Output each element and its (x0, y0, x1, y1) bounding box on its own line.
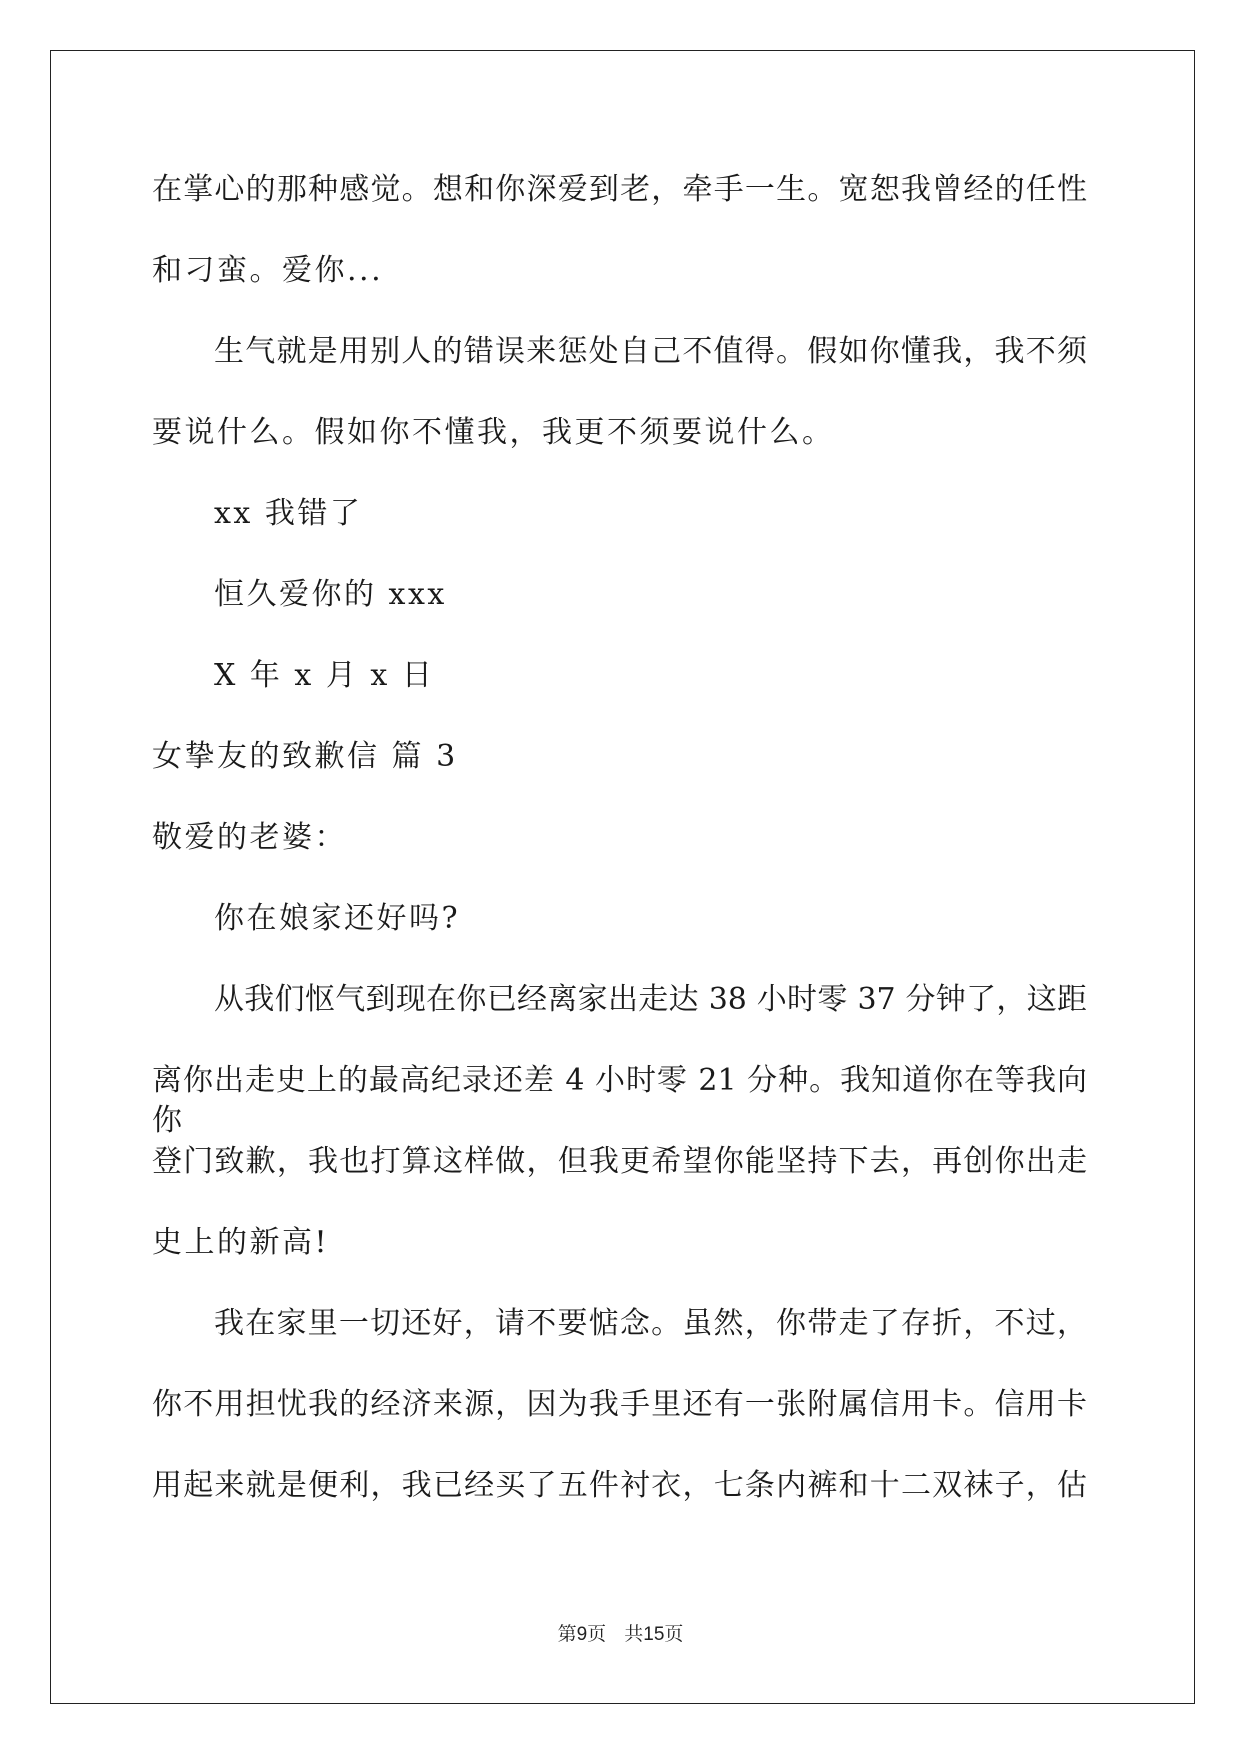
body-line: 生气就是用别人的错误来惩处自己不值得。假如你懂我，我不须 (214, 334, 1087, 369)
body-line: 我在家里一切还好，请不要惦念。虽然，你带走了存折，不过， (214, 1306, 1087, 1341)
body-line: 和刁蛮。爱你... (152, 253, 384, 288)
salutation: 敬爱的老婆： (152, 820, 347, 855)
body-line: 离你出走史上的最高纪录还差 4 小时零 21 分种。我知道你在等我向你 (152, 1063, 1087, 1138)
page-border (50, 50, 1195, 1704)
body-line: 在掌心的那种感觉。想和你深爱到老，牵手一生。宽恕我曾经的任性 (152, 172, 1087, 207)
body-line: 从我们怄气到现在你已经离家出走达 38 小时零 37 分钟了，这距 (214, 982, 1087, 1017)
signature-line: 恒久爱你的 xxx (214, 577, 447, 612)
footer-suffix: 页 (664, 1623, 684, 1645)
body-line: 史上的新高! (152, 1225, 330, 1260)
body-line: 用起来就是便利，我已经买了五件衬衣，七条内裤和十二双袜子，估 (152, 1468, 1087, 1503)
body-line: 你不用担忧我的经济来源，因为我手里还有一张附属信用卡。信用卡 (152, 1387, 1087, 1422)
body-line: 登门致歉，我也打算这样做，但我更希望你能坚持下去，再创你出走 (152, 1144, 1087, 1179)
body-line: 你在娘家还好吗? (214, 901, 461, 936)
date-line: X 年 x 月 x 日 (214, 658, 435, 693)
current-page-number: 9 (576, 1624, 588, 1645)
footer-mid: 页 共 (587, 1623, 644, 1645)
total-page-number: 15 (643, 1624, 665, 1645)
body-line: xx 我错了 (214, 496, 363, 531)
page-footer (0, 1621, 1241, 1648)
body-line: 要说什么。假如你不懂我，我更不须要说什么。 (152, 415, 835, 450)
footer-prefix: 第 (557, 1623, 577, 1645)
section-title: 女挚友的致歉信 篇 3 (152, 739, 458, 774)
